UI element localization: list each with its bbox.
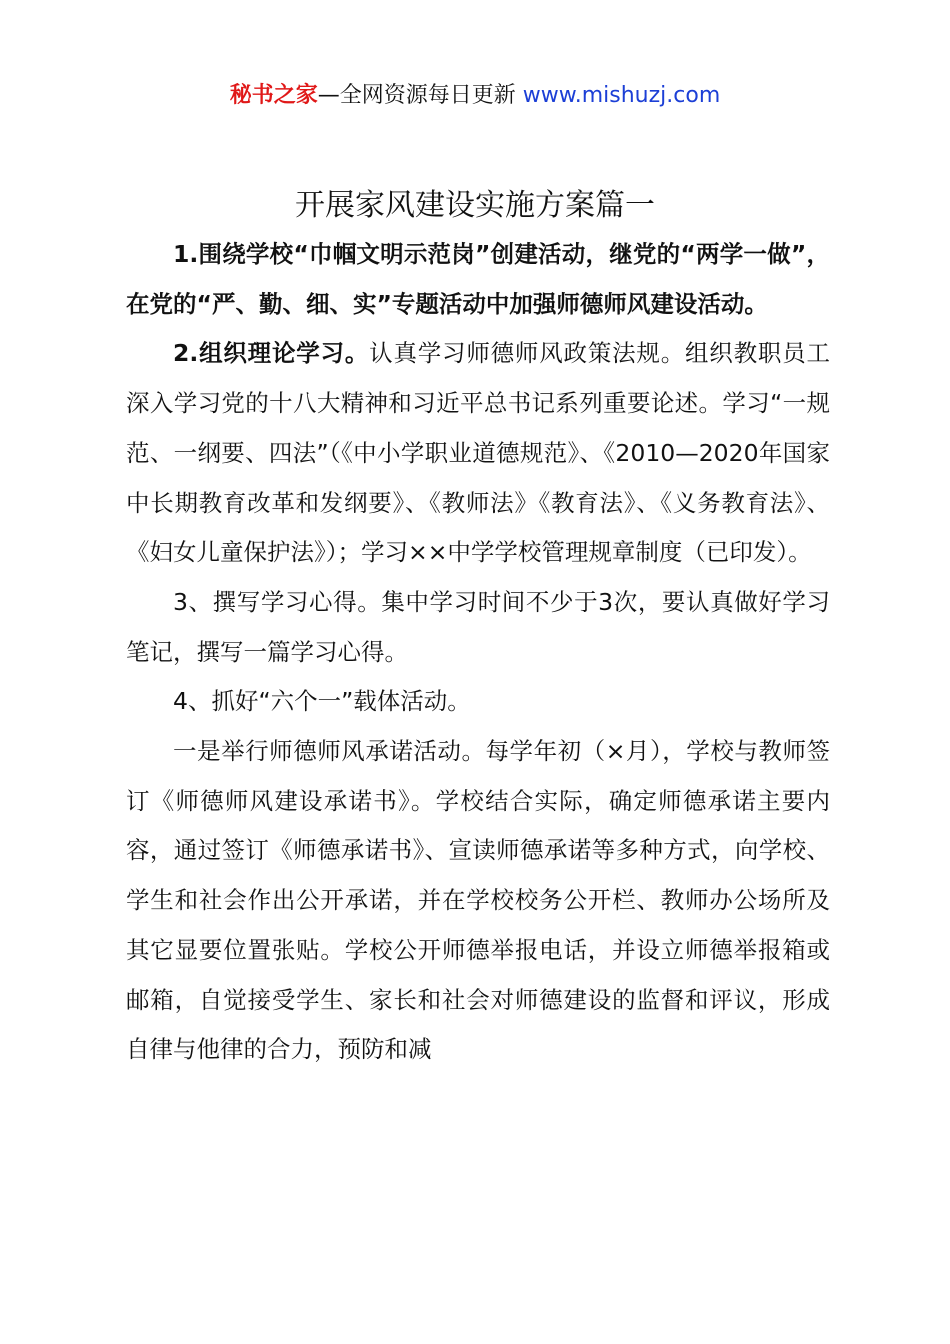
paragraph-4: 4、抓好“六个一”载体活动。	[173, 687, 471, 716]
document-body	[126, 230, 830, 1075]
site-brand: 秘书之家	[229, 83, 318, 108]
paragraph-2-heading: 2.组织理论学习。	[173, 339, 370, 368]
paragraph-3: 3、撰写学习心得。集中学习时间不少于3次，要认真做好学习笔记，撰写一篇学习心得。	[126, 587, 830, 666]
paragraph-2	[126, 329, 830, 578]
paragraph-5: 一是举行师德师风承诺活动。每学年初（×月），学校与教师签订《师德师风建设承诺书》。学校结合实际，确定师德承诺主要内容，通过签订《师德承诺书》、宣读师德承诺等多种方式，向学校、学生和社会作出公开承诺，并在学校校务公开栏、教师办公场所及其它显要位置张贴。学校公开师德举报电话，并设立师德举报箱或邮箱，自觉接受学生、家长和社会对师德建设的监督和评议，形成自律与他律的合力，预防和减	[126, 737, 830, 1064]
site-url[interactable]: www.mishuzj.com	[522, 83, 721, 108]
paragraph-2-text: 认真学习师德师风政策法规。组织教职员工深入学习党的十八大精神和习近平总书记系列重要论述。学习“一规范、一纲要、四法”（《中小学职业道德规范》、《2010—2020年国家中长期教育改革和发纲要》、《教师法》《教育法》、《义务教育法》、《妇女儿童保护法》）；学习××中学学校管理规章制度（已印发）。	[126, 339, 830, 567]
site-tagline: —全网资源每日更新	[317, 83, 516, 108]
site-header	[0, 80, 950, 112]
paragraph-1: 1.围绕学校“巾帼文明示范岗”创建活动，继党的“两学一做”，在党的“严、勤、细、实”专题活动中加强师德师风建设活动。	[126, 240, 830, 318]
document-title: 开展家风建设实施方案篇一	[295, 188, 655, 223]
